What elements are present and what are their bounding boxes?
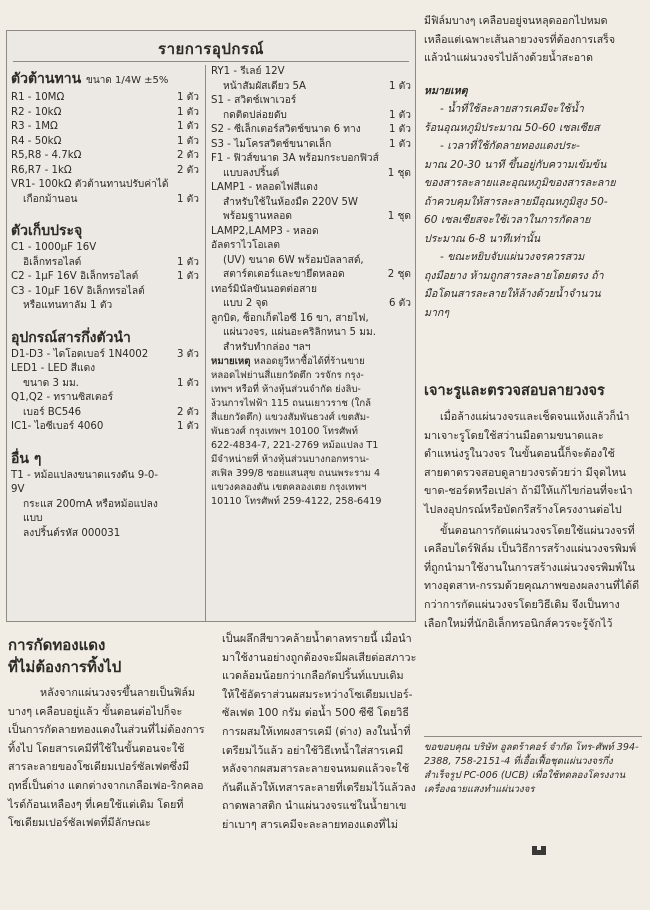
part-desc: หรือแทนทาลัม 1 ตัว	[23, 300, 113, 311]
part-qty: 1 ชุด	[387, 167, 411, 179]
resistor-row	[11, 91, 199, 106]
supplier-note	[211, 355, 411, 509]
lamp23-row-3	[211, 268, 411, 283]
part-desc: เบอร์ BC546	[23, 406, 82, 418]
part-name: Q1,Q2 - ทรานซิสเตอร์	[11, 392, 114, 403]
resistor-row	[11, 135, 199, 150]
remark-line: มือโดนสารละลายให้ล้างด้วยน้ำจำนวน	[424, 288, 601, 300]
part-qty: 1 ตัว	[388, 124, 411, 135]
part-name: LAMP2,LAMP3 - หลอดอัลตราไวโอเลต	[211, 225, 319, 251]
remark-line: - น้ำที่ใช้ละลายสารเคมีจะใช้น้ำ	[440, 103, 584, 115]
part-name: R6,R7 - 1kΩ	[11, 164, 72, 176]
misc-row-2	[211, 326, 411, 341]
part-name: R5,R8 - 4.7kΩ	[11, 150, 82, 161]
part-desc: (UV) ขนาด 6W พร้อมบัลลาสต์,	[223, 254, 364, 266]
paragraph: เป็นผลึกสีขาวคล้ายน้ำตาลทรายนี้ เมื่อนำมาใช้งานอย่างถูกต้องจะมีผลเสียต่อสภาวะแวดล้อมน้อยกว่าเกลือกัดปริ้นท์แบบเดิม ให้ใช้อัตราส่วนผสมระหว่างโซเดียมเปอร์-ซัลเฟต 100 กรัม ต่อน้ำ 500 ซีซี โดยวิธีการผสมให้เทผงสารเคมี (ด่าง) ลงในน้ำที่เตรียมไว้แล้ว อย่าใช้วิธีเทน้ำใส่สารเคมีหลังจากผสมสารละลายจนหมดแล้วจะใช้กันดีแล้วให้เทสารละลายที่เตรียมไว้แล้วลงถาดพลาสติก นำแผ่นวงจรแช่ในน้ำยาเขย่าเบาๆ สารเคมีจะละลายทองแดงที่ไม่	[222, 632, 417, 831]
parts-list-title: รายการอุปกรณ์	[158, 40, 264, 58]
paragraph: ขั้นตอนการกัดแผ่นวงจรโดยใช้แผ่นวงจรที่เคลือบไดร์ฟิล์ม เป็นวิธีการสร้างแผ่นวงจรพิมพ์ที่ถูกนำมาใช้งานในการสร้างแผ่นวงจรพิมพ์ในทางอุตสาห-กรรมด้วยคุณภาพของผลงานที่ได้ดีกว่าการกัดแผ่นวงจรโดยวิธีเดิม จึงเป็นทางเลือกใหม่ที่นักอิเล็กทรอนิกส์ควรจะรู้จักไว้	[424, 523, 640, 630]
fuse-row	[211, 152, 411, 167]
c3-row-2	[11, 299, 199, 314]
parts-right-column	[211, 65, 411, 509]
remark-line: - เวลาที่ใช้กัดลายทองแดงประ-	[440, 140, 580, 152]
resistor-row	[11, 120, 199, 135]
right-column-intro	[424, 12, 642, 322]
part-name: S3 - ไมโครสวิตช์ขนาดเล็ก	[211, 138, 332, 150]
part-qty: 1 ตัว	[388, 80, 411, 92]
etching-section-title	[8, 634, 208, 678]
part-name: IC1- ไอซีเบอร์ 4060	[11, 421, 104, 432]
part-desc: แผ่นวงจร, แผ่นอะคริลิกหนา 5 มม.	[223, 327, 376, 338]
note-line: พันธวงศ์ กรุงเทพฯ 10100 โทรศัพท์	[211, 426, 358, 437]
resistor-list	[11, 91, 199, 178]
s1-row-2	[211, 109, 411, 124]
etching-column-2	[222, 630, 418, 835]
drill-section-body	[424, 408, 642, 633]
column-divider	[205, 65, 206, 621]
note-line: มีจำหน่ายที่ ห้างหุ้นส่วนบางกอกทราน-	[211, 454, 370, 465]
resistors-subtitle: ขนาด 1/4W ±5%	[86, 75, 169, 86]
remark-line: - ขณะหยิบจับแผ่นวงจรควรสวม	[440, 251, 585, 263]
part-desc: สำหรับใช้ในห้องมืด 220V 5W	[223, 196, 359, 208]
misc-row	[211, 312, 411, 327]
part-qty: 1 ตัว	[176, 377, 199, 389]
remark-line: มากๆ	[424, 306, 450, 319]
remark-line: 60 เซลเซียสจะใช้เวลาในการกัดลาย	[424, 214, 591, 226]
transistor-row-2	[11, 406, 199, 421]
title-line: ที่ไม่ต้องการทิ้งไป	[8, 658, 122, 676]
part-qty: 1 ชุด	[387, 211, 411, 222]
part-desc: อิเล็กทรอไลต์	[23, 256, 82, 268]
part-name: S1 - สวิตช์เพาเวอร์	[211, 95, 297, 106]
part-qty: 1 ตัว	[176, 421, 199, 432]
part-qty: 1 ตัว	[176, 106, 199, 118]
part-qty: 1 ตัว	[388, 109, 411, 121]
ic-row	[11, 420, 199, 435]
led-row-2	[11, 377, 199, 392]
part-name: LAMP1 - หลอดไฟสีแดง	[211, 182, 318, 193]
body-line: เหลือแต่เฉพาะเส้นลายวงจรที่ต้องการเสร็จ	[424, 33, 616, 46]
resistor-row	[11, 149, 199, 164]
part-qty: 1 ตัว	[388, 138, 411, 150]
s2-row	[211, 123, 411, 138]
remark-line: ถ้าควบคุมให้สารละลายมีอุณหภูมิสูง 50-	[424, 195, 608, 208]
part-name: VR1- 100kΩ ตัวต้านทานปรับค่าได้	[11, 179, 169, 190]
c1-row	[11, 241, 199, 256]
part-qty: 2 ชุด	[387, 269, 411, 280]
drill-section-title: เจาะรูและตรวจสอบลายวงจร	[424, 383, 605, 399]
part-name: R4 - 50kΩ	[11, 135, 62, 147]
part-qty: 3 ตัว	[176, 348, 199, 360]
relay-row-2	[211, 80, 411, 95]
etching-column-1	[8, 684, 208, 833]
remark-line: ของสารละลายและอุณหภูมิของสารละลาย	[424, 177, 616, 189]
remark-line: ร้อนอุณหภูมิประมาณ 50-60 เซลเซียส	[424, 121, 600, 134]
paragraph: หลังจากแผ่นวงจรขึ้นลายเป็นฟิล์มบางๆ เคลือบอยู่แล้ว ขั้นตอนต่อไปก็จะเป็นการกัดลายทองแดงในส่วนที่ไม่ต้องการทิ้งไป โดยสารเคมีที่ใช้ในขั้นตอนจะใช้สารละลายของโซเดียมเปอร์ซัลเฟตซึ่งมีฤทธิ์เป็นด่าง แตกต่างจากเกลือเฟอ-ริกคลอไรด์ก้อนเหลืองๆ ที่เคยใช้แต่เดิม โดยที่โซเดียมเปอร์ซัลเฟตที่มีลักษณะ	[8, 686, 205, 830]
c3-row	[11, 285, 199, 300]
remark-line: มาณ 20-30 นาที ขึ้นอยู่กับความเข้มข้น	[424, 158, 607, 171]
part-qty: 2 ตัว	[176, 150, 199, 161]
part-name: LED1 - LED สีแดง	[11, 363, 96, 374]
note-line	[211, 355, 411, 369]
note-line: หลอดไฟย่านสี่แยกวัดตึก วรจักร กรุง-	[211, 370, 364, 381]
s1-row	[211, 94, 411, 109]
part-desc: แบบ 2 จุด	[223, 298, 269, 309]
resistor-row	[11, 106, 199, 121]
t1-row	[11, 469, 199, 498]
s3-row	[211, 138, 411, 153]
part-desc: ขนาด 3 มม.	[23, 377, 79, 389]
vr1-row-2	[11, 193, 199, 208]
part-name: T1 - หม้อแปลงขนาดแรงดัน 9-0-9V	[11, 469, 159, 495]
lamp23-row	[211, 225, 411, 254]
transistor-row	[11, 391, 199, 406]
note-line: ง้วนการไฟฟ้า 115 ถนนเยาวราช (ใกล้	[211, 398, 372, 409]
lamp1-row	[211, 181, 411, 196]
body-line: แล้วนำแผ่นวงจรไปล้างด้วยน้ำสะอาด	[424, 52, 593, 64]
part-qty: 1 ตัว	[176, 121, 199, 132]
misc-row-3	[211, 341, 411, 356]
title-line: การกัดทองแดง	[8, 636, 106, 654]
note-line: เทพฯ หรือที่ ห้างหุ้นส่วนจำกัด ย่งลิบ-	[211, 384, 361, 395]
t1-row-3	[11, 527, 199, 542]
part-name: C1 - 1000μF 16V	[11, 242, 97, 253]
part-desc: เกือกม้านอน	[23, 193, 78, 205]
t1-row-2	[11, 498, 199, 527]
part-qty: 1 ตัว	[176, 256, 199, 268]
part-qty: 2 ตัว	[176, 406, 199, 418]
credit-note: ขอขอบคุณ บริษัท อูลตร้าคอร์ จำกัด โทร-ศัพท์ 394-2388, 758-2151-4 ที่เอื้อเฟื้อชุดแผ่นวงจรกึ่งสำเร็จรูป PC-006 (UCB) เพื่อใช้ทดลองโครงงานเครื่องฉายแสงทำแผ่นวงจร	[424, 736, 642, 797]
remark-heading: หมายเหตุ	[424, 84, 468, 97]
parts-left-column	[11, 65, 199, 541]
c2-row	[11, 270, 199, 285]
remark-line: ถุงมือยาง ห้ามถูกสารละลายโดยตรง ถ้า	[424, 269, 604, 282]
part-desc: กระแส 200mA หรือหม้อแปลงแบบ	[23, 498, 158, 524]
part-name: เทอร์มินัลขันนอตต่อสาย	[211, 283, 317, 295]
resistors-heading	[11, 69, 199, 91]
part-desc: สตาร์ตเตอร์และขายึดหลอด	[223, 269, 345, 280]
note-line: แขวงคลองตัน เขตคลองเตย กรุงเทพฯ	[211, 482, 367, 493]
part-qty: 1 ตัว	[176, 271, 199, 282]
lamp1-row-2	[211, 196, 411, 211]
part-desc: ลงปริ้นต์รหัส 000031	[23, 527, 121, 539]
vr1-row	[11, 178, 199, 193]
part-desc: หน้าสัมผัสเดียว 5A	[223, 80, 306, 92]
fuse-row-2	[211, 167, 411, 182]
part-name: R2 - 10kΩ	[11, 106, 62, 118]
resistors-title: ตัวต้านทาน	[11, 71, 82, 87]
title-divider	[13, 61, 409, 62]
part-qty: 2 ตัว	[176, 164, 199, 176]
part-name: F1 - ฟิวส์ขนาด 3A พร้อมกระบอกฟิวส์	[211, 153, 379, 164]
part-desc: แบบลงปริ้นต์	[223, 167, 280, 179]
body-line: มีฟิล์มบางๆ เคลือบอยู่จนหลุดออกไปหมด	[424, 15, 608, 27]
lamp23-row-2	[211, 254, 411, 269]
note-text: หลอดยูวีหาซื้อได้ที่ร้านขาย	[253, 356, 365, 367]
remark-line: ประมาณ 6-8 นาทีเท่านั้น	[424, 232, 541, 245]
part-name: C3 - 10μF 16V อิเล็กทรอไลต์	[11, 285, 145, 297]
part-name: D1-D3 - ไดโอดเบอร์ 1N4002	[11, 348, 149, 360]
part-name: R1 - 10MΩ	[11, 92, 65, 103]
terminal-row-2	[211, 297, 411, 312]
part-qty: 1 ตัว	[176, 135, 199, 147]
part-desc: กดติดปล่อยดับ	[223, 109, 287, 121]
resistor-row	[11, 164, 199, 179]
terminal-row	[211, 283, 411, 298]
other-heading: อื่น ๆ	[11, 450, 42, 467]
note-line: 622-4834-7, 221-2769 หม้อแปลง T1	[211, 440, 379, 451]
part-qty: 6 ตัว	[388, 298, 411, 309]
note-label: หมายเหตุ	[211, 356, 251, 367]
parts-list-box	[6, 30, 416, 622]
lamp1-row-3	[211, 210, 411, 225]
led-row	[11, 362, 199, 377]
end-of-article-icon	[532, 846, 546, 855]
note-line: สเฟิล 399/8 ซอยแสนสุข ถนนพระราม 4	[211, 468, 381, 479]
capacitors-heading: ตัวเก็บประจุ	[11, 223, 83, 239]
part-name: S2 - ซีเล็กเตอร์สวิตช์ขนาด 6 ทาง	[211, 124, 361, 135]
part-name: RY1 - รีเลย์ 12V	[211, 66, 285, 77]
c1-row-2	[11, 256, 199, 271]
part-name: ลูกบิด, ซ็อกเก็ตไอซี 16 ขา, สายไฟ,	[211, 312, 369, 324]
part-qty: 1 ตัว	[176, 92, 199, 103]
part-desc: สำหรับทำกล่อง ฯลฯ	[223, 341, 311, 353]
diode-row	[11, 348, 199, 363]
part-desc: พร้อมฐานหลอด	[223, 211, 293, 222]
part-name: R3 - 1MΩ	[11, 121, 58, 132]
semiconductors-heading: อุปกรณ์สารกึ่งตัวนำ	[11, 329, 131, 346]
paragraph: เมื่อล้างแผ่นวงจรและเช็ดจนแห้งแล้วก็นำมาเจาะรูโดยใช้สว่านมือตามขนาดและตำแหน่งรูในวงจร ในขั้นตอนนี้ก็จะต้องใช้สายตาตรวจสอบดูลายวงจรด้วยว่า มีจุดไหนขาด-ชอร์ตหรือเปล่า ถ้ามีให้แก้ไขก่อนที่จะนำไปลงอุปกรณ์หรือบัดกรีสร้างโครงงานต่อไป	[424, 410, 633, 516]
note-line: 10110 โทรศัพท์ 259-4122, 258-6419	[211, 496, 382, 507]
relay-row	[211, 65, 411, 80]
part-qty: 1 ตัว	[176, 193, 199, 205]
note-line: สี่แยกวัดตึก) แขวงสัมพันธวงศ์ เขตสัม-	[211, 412, 370, 423]
part-name: C2 - 1μF 16V อิเล็กทรอไลต์	[11, 271, 139, 282]
